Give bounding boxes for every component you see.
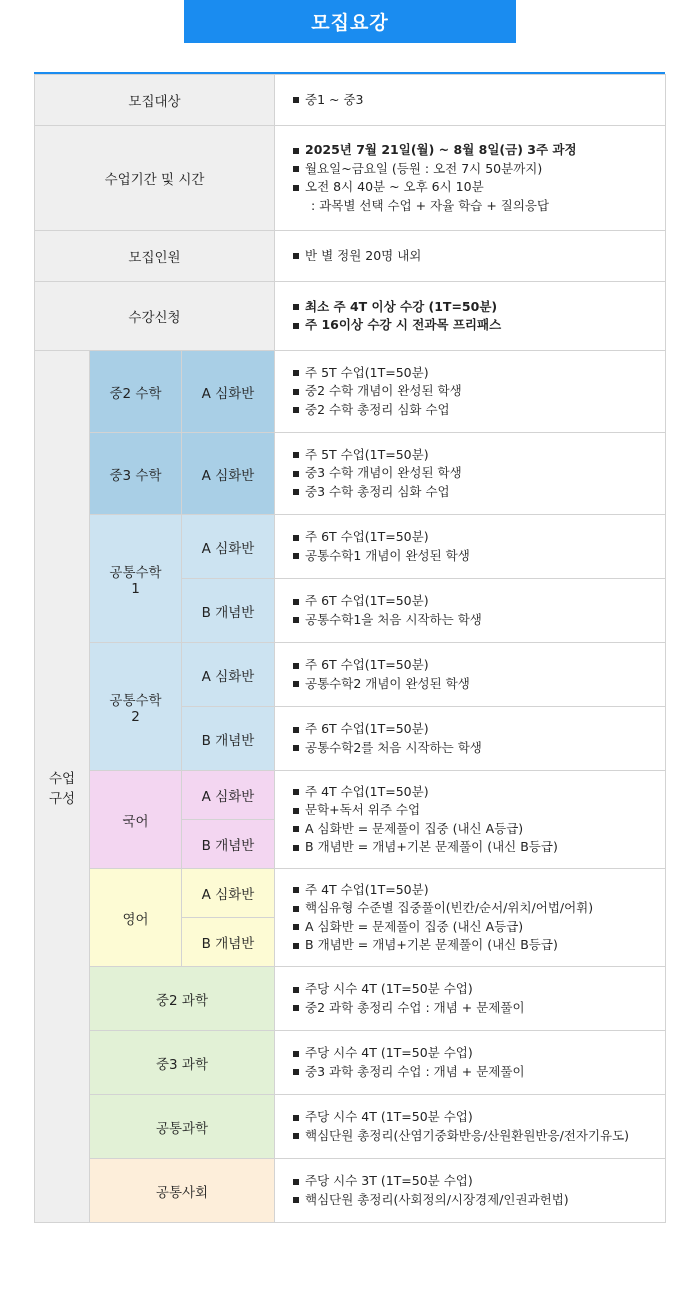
list-item: 최소 주 4T 이상 수강 (1T=50분) — [293, 298, 655, 317]
row-content — [275, 707, 666, 771]
row-content — [275, 869, 666, 967]
list-item: 2025년 7월 21일(월) ~ 8월 8일(금) 3주 과정 — [293, 141, 655, 160]
subject-cell: 영어 — [90, 869, 182, 967]
list-item: 주 5T 수업(1T=50분) — [293, 364, 655, 383]
subject-cell — [90, 515, 182, 643]
list-item: 중3 수학 총정리 심화 수업 — [293, 483, 655, 502]
list-item: 주 6T 수업(1T=50분) — [293, 528, 655, 547]
class-cell: B 개념반 — [182, 707, 275, 771]
list-item: 문학+독서 위주 수업 — [293, 801, 655, 820]
list-item: 주 5T 수업(1T=50분) — [293, 446, 655, 465]
class-cell: A 심화반 — [182, 351, 275, 433]
subject-cell: 중3 수학 — [90, 433, 182, 515]
row-label: 모집대상 — [35, 75, 275, 126]
table-row — [35, 515, 666, 579]
list-item: 중2 수학 총정리 심화 수업 — [293, 401, 655, 420]
list-item: 공통수학1을 처음 시작하는 학생 — [293, 611, 655, 630]
list-item: A 심화반 = 문제풀이 집중 (내신 A등급) — [293, 820, 655, 839]
table-row — [35, 1159, 666, 1223]
list-item: 공통수학2 개념이 완성된 학생 — [293, 675, 655, 694]
row-content — [275, 1159, 666, 1223]
list-item: 월요일~금요일 (등원 : 오전 7시 50분까지) — [293, 160, 655, 179]
row-content — [275, 1031, 666, 1095]
list-item: 공통수학1 개념이 완성된 학생 — [293, 547, 655, 566]
table-row — [35, 771, 666, 820]
list-item: 공통수학2를 처음 시작하는 학생 — [293, 739, 655, 758]
list-item: A 심화반 = 문제풀이 집중 (내신 A등급) — [293, 918, 655, 937]
row-content — [275, 967, 666, 1031]
table-row — [35, 282, 666, 351]
row-content — [275, 433, 666, 515]
table-row — [35, 1031, 666, 1095]
row-label: 모집인원 — [35, 231, 275, 282]
subject-cell: 국어 — [90, 771, 182, 869]
subject-cell: 중2 과학 — [90, 967, 275, 1031]
class-cell: A 심화반 — [182, 515, 275, 579]
row-content — [275, 351, 666, 433]
subject-line: 2 — [131, 708, 140, 725]
subject-cell: 중2 수학 — [90, 351, 182, 433]
row-content — [275, 515, 666, 579]
table-row — [35, 1095, 666, 1159]
subject-line: 공통수학 — [109, 564, 162, 581]
table-row — [35, 231, 666, 282]
list-item: 주당 시수 4T (1T=50분 수업) — [293, 1044, 655, 1063]
list-item: 중2 수학 개념이 완성된 학생 — [293, 382, 655, 401]
class-cell: B 개념반 — [182, 820, 275, 869]
list-item: : 과목별 선택 수업 + 자율 학습 + 질의응답 — [311, 197, 550, 213]
subject-line: 공통수학 — [109, 692, 162, 709]
list-item: 주 4T 수업(1T=50분) — [293, 881, 655, 900]
subject-cell: 공통과학 — [90, 1095, 275, 1159]
recruitment-table — [34, 74, 666, 1223]
row-content — [275, 579, 666, 643]
list-item: 주 6T 수업(1T=50분) — [293, 656, 655, 675]
row-content — [275, 75, 666, 126]
list-item: 주 4T 수업(1T=50분) — [293, 783, 655, 802]
composition-label — [35, 351, 90, 1223]
composition-label-line: 수업 — [48, 770, 76, 787]
list-item: 핵심유형 수준별 집중풀이(빈칸/순서/위치/어법/어휘) — [293, 899, 655, 918]
row-content — [275, 771, 666, 869]
table-row — [35, 869, 666, 918]
row-content — [275, 282, 666, 351]
subject-cell — [90, 643, 182, 771]
list-item: 중1 ~ 중3 — [293, 91, 655, 110]
row-content — [275, 126, 666, 231]
table-row — [35, 643, 666, 707]
list-item: 중3 수학 개념이 완성된 학생 — [293, 464, 655, 483]
list-item: 주 6T 수업(1T=50분) — [293, 720, 655, 739]
list-item: B 개념반 = 개념+기본 문제풀이 (내신 B등급) — [293, 936, 655, 955]
list-item: 주당 시수 4T (1T=50분 수업) — [293, 1108, 655, 1127]
list-item: 주당 시수 4T (1T=50분 수업) — [293, 980, 655, 999]
table-row — [35, 126, 666, 231]
class-cell: A 심화반 — [182, 869, 275, 918]
list-item: B 개념반 = 개념+기본 문제풀이 (내신 B등급) — [293, 838, 655, 857]
list-item: 주 6T 수업(1T=50분) — [293, 592, 655, 611]
row-label: 수강신청 — [35, 282, 275, 351]
list-item: 핵심단원 총정리(사회정의/시장경제/인권과헌법) — [293, 1191, 655, 1210]
composition-label-line: 구성 — [48, 790, 76, 807]
row-content — [275, 231, 666, 282]
list-item: 중3 과학 총정리 수업 : 개념 + 문제풀이 — [293, 1063, 655, 1082]
class-cell: B 개념반 — [182, 918, 275, 967]
row-content — [275, 643, 666, 707]
list-item: 중2 과학 총정리 수업 : 개념 + 문제풀이 — [293, 999, 655, 1018]
list-item: 오전 8시 40분 ~ 오후 6시 10분 — [293, 178, 655, 197]
row-label: 수업기간 및 시간 — [35, 126, 275, 231]
subject-cell: 중3 과학 — [90, 1031, 275, 1095]
table-row — [35, 433, 666, 515]
class-cell: A 심화반 — [182, 771, 275, 820]
subject-line: 1 — [131, 580, 140, 597]
row-content — [275, 1095, 666, 1159]
list-item: 주당 시수 3T (1T=50분 수업) — [293, 1172, 655, 1191]
class-cell: B 개념반 — [182, 579, 275, 643]
subject-cell: 공통사회 — [90, 1159, 275, 1223]
class-cell: A 심화반 — [182, 433, 275, 515]
list-item: 핵심단원 총정리(산염기중화반응/산원환원반응/전자기유도) — [293, 1127, 655, 1146]
table-row — [35, 351, 666, 433]
table-row — [35, 75, 666, 126]
table-row — [35, 967, 666, 1031]
list-item: 주 16이상 수강 시 전과목 프리패스 — [293, 316, 655, 335]
class-cell: A 심화반 — [182, 643, 275, 707]
page-title-banner: 모집요강 — [184, 0, 516, 43]
list-item: 반 별 정원 20명 내외 — [293, 247, 655, 266]
